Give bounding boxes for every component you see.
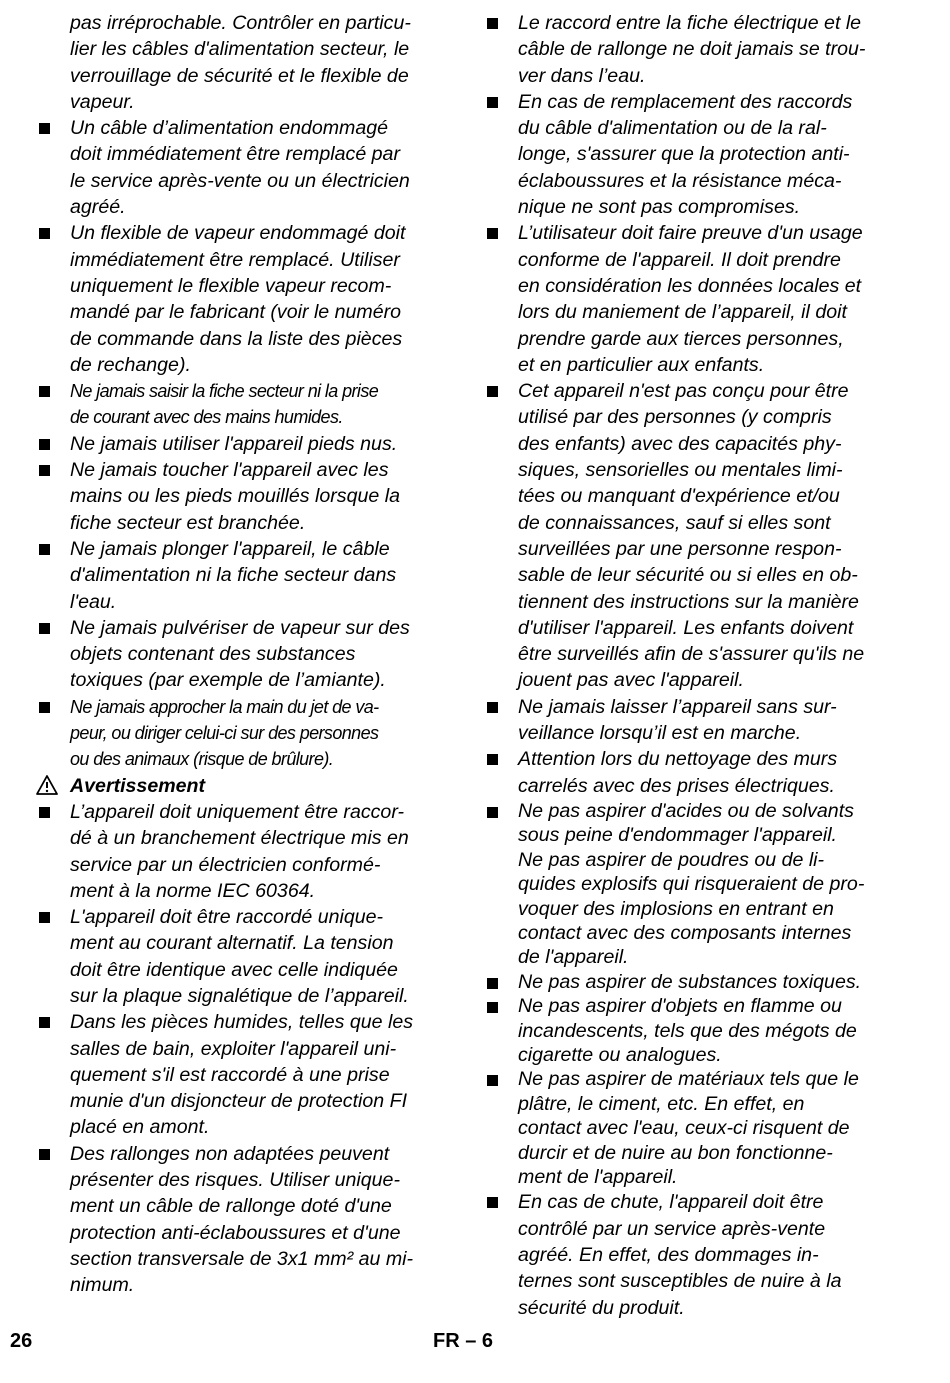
text-line: Ne jamais toucher l'appareil avec les: [70, 459, 389, 482]
text-line: Ne pas aspirer de matériaux tels que le: [518, 1068, 859, 1091]
text-line: section transversale de 3x1 mm² au mi-: [70, 1247, 414, 1270]
list-item: [484, 746, 904, 799]
text-line: L’utilisateur doit faire preuve d'un usage: [518, 222, 863, 245]
text-line: plâtre, le ciment, etc. En effet, en: [518, 1092, 805, 1115]
square-bullet-icon: [39, 623, 50, 634]
text-line: quement s'il est raccordé à une prise: [70, 1063, 390, 1086]
text-line: lors du maniement de l’appareil, il doit: [518, 301, 847, 324]
text-line: surveillées par une personne respon-: [518, 537, 842, 560]
text-line: En cas de chute, l'appareil doit être: [518, 1191, 824, 1214]
text-line: jouent pas avec l'appareil.: [518, 669, 744, 692]
list-item: [36, 904, 448, 1009]
square-bullet-icon: [39, 912, 50, 923]
list-item: [36, 457, 448, 536]
text-line: de l'appareil.: [518, 946, 629, 969]
text-line: L’appareil doit uniquement être raccor-: [70, 800, 405, 823]
square-bullet-icon: [487, 1197, 498, 1208]
square-bullet-icon: [39, 702, 50, 713]
text-line: Ne jamais approcher la main du jet de va-: [70, 696, 379, 717]
text-line: munie d'un disjoncteur de protection FI: [70, 1090, 408, 1113]
text-line: doit immédiatement être remplacé par: [70, 143, 400, 166]
text-line: longe, s'assurer que la protection anti-: [518, 143, 850, 166]
list-item: [484, 694, 904, 747]
text-line: nimum.: [70, 1274, 135, 1297]
text-line: tées ou manquant d'expérience et/ou: [518, 485, 840, 508]
square-bullet-icon: [487, 754, 498, 765]
text-line: Le raccord entre la fiche électrique et le: [518, 12, 862, 34]
text-line: voquer des implosions en entrant en: [518, 897, 834, 920]
text-line: le service après-vente ou un électricien: [70, 169, 410, 192]
text-line: nique ne sont pas compromises.: [518, 196, 801, 219]
text-line: agréé.: [70, 196, 126, 219]
text-line: veillance lorsqu’il est en marche.: [518, 722, 802, 745]
text-line: Ne pas aspirer de substances toxiques.: [518, 970, 862, 993]
text-line: d'utiliser l'appareil. Les enfants doivent: [518, 616, 854, 639]
text-line: et en particulier aux enfants.: [518, 353, 765, 376]
right-column: [484, 10, 904, 1321]
text-line: Ne pas aspirer de poudres ou de li-: [518, 848, 825, 871]
text-line: ver dans l’eau.: [518, 64, 646, 87]
text-line: Ne jamais pulvériser de vapeur sur des: [70, 616, 410, 639]
square-bullet-icon: [487, 978, 498, 989]
text-line: carrelés avec des prises électriques.: [518, 774, 835, 797]
left-column: [36, 10, 448, 1299]
text-line: Des rallonges non adaptées peuvent: [70, 1142, 390, 1165]
list-item: [36, 220, 448, 378]
text-line: cigarette ou analogues.: [518, 1043, 722, 1066]
text-line: prendre garde aux tierces personnes,: [518, 327, 844, 350]
text-line: Ne jamais saisir la fiche secteur ni la prise: [70, 381, 379, 402]
square-bullet-icon: [39, 544, 50, 555]
text-line: placé en amont.: [70, 1116, 210, 1139]
text-line: Ne jamais laisser l’appareil sans sur-: [518, 695, 837, 718]
list-item: [484, 378, 904, 694]
square-bullet-icon: [39, 1149, 50, 1160]
list-item: [484, 89, 904, 220]
text-line: dé à un branchement électrique mis en: [70, 827, 409, 850]
text-line: des enfants) avec des capacités phy-: [518, 432, 842, 455]
text-line: doit être identique avec celle indiquée: [70, 958, 398, 981]
text-line: contrôlé par un service après-vente: [518, 1217, 826, 1240]
text-line: ment de l'appareil.: [518, 1166, 678, 1188]
list-item: [36, 10, 448, 115]
list-item: [36, 1009, 448, 1140]
text-line: de connaissances, sauf si elles sont: [518, 511, 831, 534]
list-item: [36, 694, 448, 773]
text-line: Ne pas aspirer d'acides ou de solvants: [518, 799, 854, 822]
list-item: [484, 10, 904, 89]
list-item: [36, 115, 448, 220]
square-bullet-icon: [487, 1075, 498, 1086]
square-bullet-icon: [39, 386, 50, 397]
text-line: de courant avec des mains humides.: [70, 407, 343, 428]
text-line: protection anti-éclaboussures et d'une: [70, 1221, 401, 1244]
text-line: éclaboussures et la résistance méca-: [518, 169, 842, 192]
text-line: Ne jamais plonger l'appareil, le câble: [70, 537, 390, 560]
text-line: conforme de l'appareil. Il doit prendre: [518, 248, 841, 271]
text-line: Cet appareil n'est pas conçu pour être: [518, 380, 849, 403]
page-number: 26: [10, 1330, 33, 1352]
text-line: ou des animaux (risque de brûlure).: [70, 749, 334, 770]
square-bullet-icon: [39, 228, 50, 239]
text-line: sable de leur sécurité ou si elles en ob-: [518, 564, 858, 587]
text-line: service par un électricien conformé-: [70, 853, 381, 876]
text-line: contact avec l'eau, ceux-ci risquent de: [518, 1117, 850, 1140]
square-bullet-icon: [39, 123, 50, 134]
text-line: incandescents, tels que des mégots de: [518, 1019, 857, 1042]
text-line: Ne pas aspirer d'objets en flamme ou: [518, 995, 842, 1018]
text-line: salles de bain, exploiter l'appareil uni-: [70, 1037, 397, 1060]
text-line: Ne jamais utiliser l'appareil pieds nus.: [70, 432, 398, 455]
text-line: uniquement le flexible vapeur recom-: [70, 274, 392, 297]
warning-triangle-icon: [36, 775, 58, 795]
text-line: câble de rallonge ne doit jamais se trou-: [518, 38, 866, 61]
text-line: agréé. En effet, des dommages in-: [518, 1244, 819, 1266]
text-line: lier les câbles d'alimentation secteur, le: [70, 38, 410, 61]
square-bullet-icon: [487, 807, 498, 818]
square-bullet-icon: [487, 97, 498, 108]
square-bullet-icon: [39, 807, 50, 818]
text-line: L'appareil doit être raccordé unique-: [70, 906, 384, 929]
list-item: [36, 431, 448, 457]
list-item: [484, 220, 904, 378]
text-line: quides explosifs qui risqueraient de pro-: [518, 873, 865, 896]
list-item: [36, 615, 448, 694]
text-line: Attention lors du nettoyage des murs: [518, 748, 838, 771]
text-line: tiennent des instructions sur la manière: [518, 590, 859, 613]
list-item: [484, 799, 904, 970]
text-line: utilisé par des personnes (y compris: [518, 406, 832, 429]
square-bullet-icon: [487, 386, 498, 397]
text-line: toxiques (par exemple de l’amiante).: [70, 669, 386, 692]
text-line: immédiatement être remplacé. Utiliser: [70, 248, 400, 271]
text-line: Avertissement: [70, 774, 206, 797]
text-line: présenter des risques. Utiliser unique-: [70, 1169, 400, 1192]
text-line: pas irréprochable. Contrôler en particu-: [70, 12, 411, 34]
text-line: l'eau.: [70, 590, 117, 613]
warning-heading: [36, 773, 448, 799]
text-line: du câble d'alimentation ou de la ral-: [518, 117, 827, 140]
list-item: [484, 1067, 904, 1189]
square-bullet-icon: [39, 439, 50, 450]
text-line: En cas de remplacement des raccords: [518, 90, 853, 113]
square-bullet-icon: [487, 702, 498, 713]
text-line: Un flexible de vapeur endommagé doit: [70, 222, 406, 245]
text-line: sous peine d'endommager l'appareil.: [518, 824, 838, 847]
text-line: durcir et de nuire au bon fonctionne-: [518, 1141, 833, 1164]
square-bullet-icon: [487, 1002, 498, 1013]
text-line: fiche secteur est branchée.: [70, 511, 306, 534]
text-line: en considération les données locales et: [518, 274, 862, 297]
text-line: Un câble d’alimentation endommagé: [70, 117, 389, 140]
text-line: être surveillés afin de s'assurer qu'ils ne: [518, 643, 865, 666]
text-line: sur la plaque signalétique de l’appareil.: [70, 984, 409, 1007]
text-line: ment à la norme IEC 60364.: [70, 879, 316, 902]
list-item: [484, 970, 904, 994]
text-line: vapeur.: [70, 90, 135, 113]
text-line: Dans les pièces humides, telles que les: [70, 1011, 414, 1034]
square-bullet-icon: [39, 465, 50, 476]
page-reference: FR – 6: [433, 1330, 494, 1352]
text-line: verrouillage de sécurité et le flexible de: [70, 64, 409, 87]
list-item: [36, 799, 448, 904]
square-bullet-icon: [39, 1017, 50, 1028]
square-bullet-icon: [487, 228, 498, 239]
list-item: [36, 536, 448, 615]
text-line: mandé par le fabricant (voir le numéro: [70, 301, 402, 324]
list-item: [484, 1189, 904, 1320]
text-line: de rechange).: [70, 353, 191, 376]
list-item: [36, 378, 448, 431]
text-line: d'alimentation ni la fiche secteur dans: [70, 564, 397, 587]
text-line: ment au courant alternatif. La tension: [70, 932, 394, 955]
list-item: [484, 994, 904, 1067]
text-line: ternes sont susceptibles de nuire à la: [518, 1270, 842, 1293]
text-line: siques, sensorielles ou mentales limi-: [518, 459, 843, 482]
text-line: objets contenant des substances: [70, 643, 356, 666]
square-bullet-icon: [487, 18, 498, 29]
text-line: contact avec des composants internes: [518, 921, 852, 944]
text-line: mains ou les pieds mouillés lorsque la: [70, 485, 400, 508]
text-line: ment un câble de rallonge doté d'une: [70, 1195, 392, 1218]
text-line: peur, ou diriger celui-ci sur des personnes: [70, 723, 379, 744]
text-line: sécurité du produit.: [518, 1296, 685, 1319]
text-line: de commande dans la liste des pièces: [70, 327, 403, 350]
list-item: [36, 1141, 448, 1299]
